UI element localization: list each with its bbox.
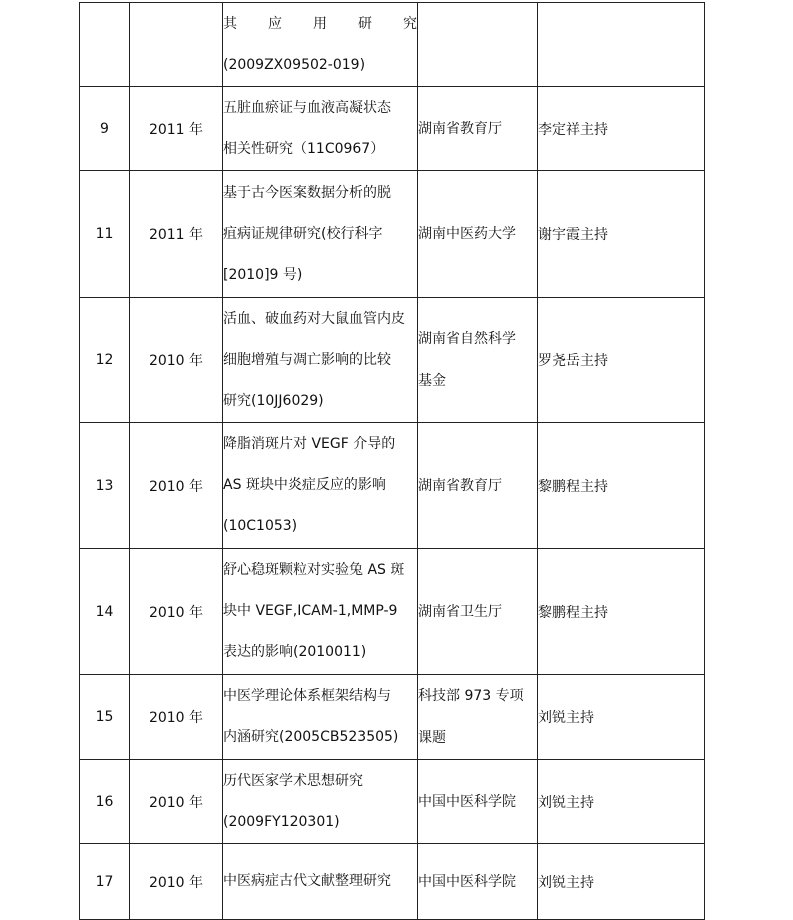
title-line: 相关性研究（11C0967）: [223, 140, 385, 157]
source-line: 湖南中医药大学: [418, 226, 516, 242]
title-line: 细胞增殖与凋亡影响的比较: [223, 351, 391, 368]
cell-project-title: [223, 298, 418, 423]
cell-year: 2011 年: [130, 171, 223, 298]
cell-leader: 刘锐主持: [538, 760, 705, 844]
source-line: 中国中医科学院: [418, 873, 516, 890]
title-line: 五脏血瘀证与血液高凝状态: [223, 99, 391, 116]
title-line: (2009FY120301): [223, 813, 340, 830]
title-line: (10C1053): [223, 518, 298, 534]
cell-number: 11: [80, 171, 130, 298]
cell-number: 12: [80, 298, 130, 423]
cell-funding-source: [418, 87, 538, 171]
table-row: [80, 844, 705, 920]
cell-year: 2010 年: [130, 844, 223, 920]
table-row: [80, 3, 705, 87]
title-line: 研究(10JJ6029): [223, 392, 324, 409]
cell-number: [80, 3, 130, 87]
cell-leader: 刘锐主持: [538, 675, 705, 760]
cell-funding-source: [418, 844, 538, 920]
cell-year: 2010 年: [130, 423, 223, 549]
cell-leader: [538, 3, 705, 87]
cell-leader: 刘锐主持: [538, 844, 705, 920]
cell-funding-source: [418, 423, 538, 549]
source-line: 湖南省教育厅: [418, 477, 502, 494]
cell-leader: 罗尧岳主持: [538, 298, 705, 423]
cell-year: 2010 年: [130, 298, 223, 423]
title-line: [2010]9 号): [223, 266, 303, 283]
cell-year: 2010 年: [130, 675, 223, 760]
source-line: 中国中医科学院: [418, 793, 516, 810]
title-line: 其应用研究: [223, 15, 417, 32]
cell-year: 2011 年: [130, 87, 223, 171]
title-line: (2009ZX09502-019): [223, 56, 366, 73]
cell-project-title: [223, 675, 418, 760]
cell-number: 15: [80, 675, 130, 760]
title-line: 活血、破血药对大鼠血管内皮: [223, 310, 405, 327]
table-row: [80, 171, 705, 298]
cell-funding-source: [418, 171, 538, 298]
cell-number: 9: [80, 87, 130, 171]
cell-leader: 谢宇霞主持: [538, 171, 705, 298]
cell-funding-source: [418, 3, 538, 87]
cell-year: 2010 年: [130, 549, 223, 675]
cell-leader: 李定祥主持: [538, 87, 705, 171]
source-line: 湖南省教育厅: [418, 120, 502, 137]
source-line: 湖南省卫生厅: [418, 603, 502, 620]
cell-number: 16: [80, 760, 130, 844]
source-line: 湖南省自然科学: [418, 331, 516, 347]
cell-project-title: [223, 3, 418, 87]
cell-number: 13: [80, 423, 130, 549]
cell-funding-source: [418, 549, 538, 675]
title-line: 内涵研究(2005CB523505): [223, 729, 399, 745]
title-line: AS 斑块中炎症反应的影响: [223, 477, 386, 493]
source-line: 基金: [418, 373, 446, 389]
cell-project-title: [223, 171, 418, 298]
table-row: [80, 549, 705, 675]
cell-year: 2010 年: [130, 760, 223, 844]
title-line: 疽病证规律研究(校行科字: [223, 225, 383, 242]
cell-project-title: [223, 423, 418, 549]
title-line: 降脂消斑片对 VEGF 介导的: [223, 436, 396, 452]
table-row: [80, 760, 705, 844]
cell-number: 17: [80, 844, 130, 920]
table-row: [80, 675, 705, 760]
table-row: [80, 298, 705, 423]
cell-funding-source: [418, 675, 538, 760]
table-row: [80, 87, 705, 171]
table-row: [80, 423, 705, 549]
source-line: 课题: [418, 730, 446, 746]
title-line: 舒心稳斑颗粒对实验兔 AS 斑: [223, 562, 405, 578]
title-line: 历代医家学术思想研究: [223, 772, 363, 789]
cell-project-title: [223, 87, 418, 171]
cell-project-title: [223, 760, 418, 844]
cell-funding-source: [418, 298, 538, 423]
project-table: [79, 2, 705, 920]
cell-project-title: [223, 549, 418, 675]
title-line: 中医学理论体系框架结构与: [223, 688, 391, 704]
title-line: 块中 VEGF,ICAM-1,MMP-9: [223, 603, 398, 619]
source-line: 科技部 973 专项: [418, 688, 524, 704]
title-line: 表达的影响(2010011): [223, 644, 367, 660]
title-line: 中医病症古代文献整理研究: [223, 873, 391, 889]
cell-leader: 黎鹏程主持: [538, 549, 705, 675]
cell-project-title: [223, 844, 418, 920]
title-line: 基于古今医案数据分析的脱: [223, 184, 391, 201]
cell-number: 14: [80, 549, 130, 675]
cell-funding-source: [418, 760, 538, 844]
cell-leader: 黎鹏程主持: [538, 423, 705, 549]
cell-year: [130, 3, 223, 87]
